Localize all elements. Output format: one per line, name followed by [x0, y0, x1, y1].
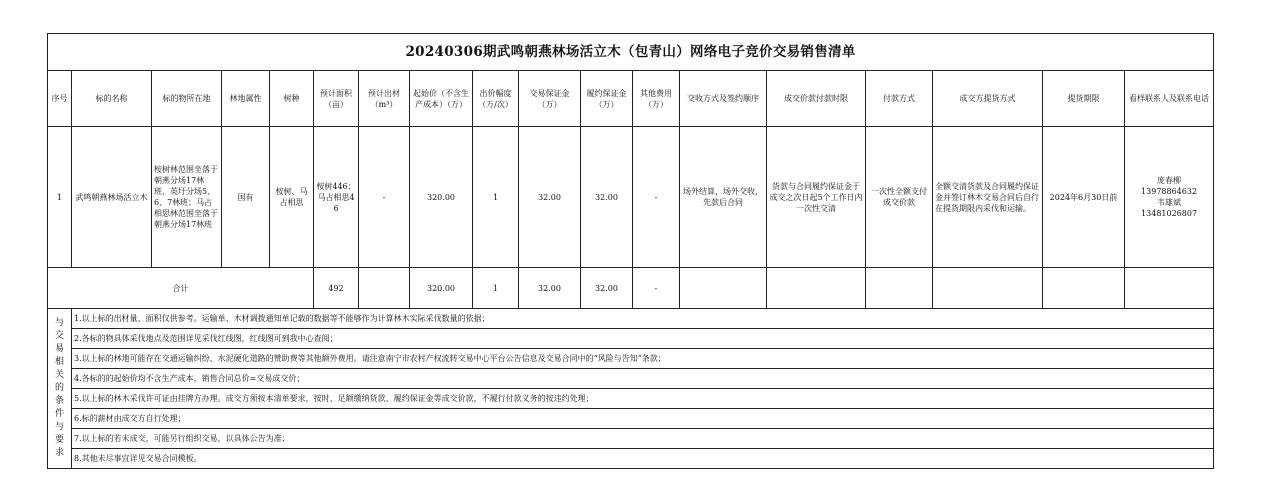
total-area: 492	[314, 268, 359, 309]
header-cell-land-type: 林地属性	[222, 71, 270, 127]
row-pickup-method: 全额交清货款及合同履约保证金并签订林木交易合同后自行在提货期限内采伐和运输。	[933, 127, 1043, 268]
header-cell-pickup-deadline: 提货期限	[1043, 71, 1125, 127]
row-performance-deposit: 32.00	[581, 127, 633, 268]
row-other-fees: -	[633, 127, 680, 268]
header-cell-payment-deadline: 成交价款付款时限	[767, 71, 866, 127]
header-cell-area: 预计面积（亩）	[314, 71, 359, 127]
notes-label-char: 与	[54, 422, 64, 432]
row-volume: -	[359, 127, 410, 268]
note-text: 8.其他未尽事宜详见交易合同模板。	[72, 449, 1214, 469]
header-cell-deposit: 交易保证金（万）	[519, 71, 581, 127]
header-cell-location: 标的物所在地	[152, 71, 222, 127]
contact-name-1: 庞春柳	[1157, 176, 1182, 185]
note-row	[48, 389, 1214, 409]
sales-list-sheet	[47, 33, 1213, 469]
header-row	[48, 71, 1214, 127]
row-location: 桉树林范围坐落于朝燕分场17林班、英圩分场5、6、7林班；马占相思林范围坐落于朝燕分场17林班	[152, 127, 222, 268]
notes-label-char: 易	[54, 344, 64, 354]
notes-label-char: 相	[54, 357, 64, 367]
total-deposit: 32.00	[519, 268, 581, 309]
note-row	[48, 309, 1214, 329]
header-cell-other-fees: 其他费用（万）	[633, 71, 680, 127]
total-increment: 1	[473, 268, 519, 309]
header-cell-species: 树种	[270, 71, 314, 127]
row-area: 桉树446；马占相思46	[314, 127, 359, 268]
contact-name-2: 韦雄斌	[1157, 198, 1182, 207]
sales-list-table	[47, 33, 1214, 469]
header-cell-start-price: 起始价（不含生产成本）（万）	[410, 71, 473, 127]
notes-label-char: 求	[54, 448, 64, 458]
total-performance-deposit: 32.00	[581, 268, 633, 309]
row-increment: 1	[473, 127, 519, 268]
page-title: 20240306期武鸣朝燕林场活立木（包青山）网络电子竞价交易销售清单	[48, 34, 1214, 71]
note-row	[48, 349, 1214, 369]
total-empty-cell	[933, 268, 1043, 309]
note-row	[48, 369, 1214, 389]
note-text: 1.以上标的出材量、面积仅供参考。运输单、木材调拨通知单记载的数据等不能够作为计算林木实际采伐数量的依据；	[72, 309, 1214, 329]
total-empty-cell	[866, 268, 933, 309]
contact-phone-1: 13978864632	[1141, 187, 1198, 196]
note-row	[48, 429, 1214, 449]
row-land-type: 国有	[222, 127, 270, 268]
notes-label-char: 交	[54, 331, 64, 341]
total-row	[48, 268, 1214, 309]
row-pickup-deadline: 2024年6月30日前	[1043, 127, 1125, 268]
notes-label-char: 条	[54, 396, 64, 406]
row-settlement: 场外结算，场外交收，先款后合同	[680, 127, 767, 268]
note-text: 6.标的薪材由成交方自行处理；	[72, 409, 1214, 429]
note-row	[48, 449, 1214, 469]
header-cell-settlement: 交收方式及签约顺序	[680, 71, 767, 127]
notes-label-char: 的	[54, 383, 64, 393]
header-cell-index: 序号	[48, 71, 72, 127]
note-text: 5.以上标的林木采伐许可证由挂牌方办理。成交方须按本清单要求，按时、足额缴纳货款、履约保证金等成交价款，不履行付款义务的按违约处理；	[72, 389, 1214, 409]
table-row	[48, 127, 1214, 268]
total-start-price: 320.00	[410, 268, 473, 309]
total-empty-cell	[767, 268, 866, 309]
note-text: 3.以上标的林地可能存在交通运输纠纷、水泥硬化道路的赞助费等其他额外费用。请注意南宁市农村产权流转交易中心平台公告信息及交易合同中的“风险与告知”条款；	[72, 349, 1214, 369]
total-label: 合计	[48, 268, 314, 309]
row-name: 武鸣朝燕林场活立木	[72, 127, 152, 268]
row-contact	[1125, 127, 1214, 268]
header-cell-performance-deposit: 履约保证金（万）	[581, 71, 633, 127]
header-cell-pickup-method: 成交方提货方式	[933, 71, 1043, 127]
note-text: 7.以上标的若未成交，可能另行组织交易，以具体公告为准；	[72, 429, 1214, 449]
notes-label-char: 要	[54, 435, 64, 445]
total-empty-cell	[680, 268, 767, 309]
row-payment-deadline: 货款与合同履约保证金于成交之次日起5个工作日内一次性交清	[767, 127, 866, 268]
notes-side-label	[48, 309, 72, 469]
note-text: 2.各标的物具体采伐地点及范围详见采伐红线图，红线图可到我中心查阅；	[72, 329, 1214, 349]
row-deposit: 32.00	[519, 127, 581, 268]
row-payment-method: 一次性全额支付成交价款	[866, 127, 933, 268]
note-row	[48, 409, 1214, 429]
total-empty-cell	[1043, 268, 1125, 309]
row-start-price: 320.00	[410, 127, 473, 268]
total-volume	[359, 268, 410, 309]
header-cell-increment: 出价幅度（万/次）	[473, 71, 519, 127]
header-cell-volume: 预计出材（m³）	[359, 71, 410, 127]
contact-phone-2: 13481026807	[1141, 209, 1198, 218]
note-text: 4.各标的的起始价均不含生产成本，销售合同总价=交易成交价；	[72, 369, 1214, 389]
notes-label-char: 与	[54, 318, 64, 328]
header-cell-contact: 看样联系人及联系电话	[1125, 71, 1214, 127]
header-cell-name: 标的名称	[72, 71, 152, 127]
note-row	[48, 329, 1214, 349]
header-cell-payment-method: 付款方式	[866, 71, 933, 127]
total-other-fees: -	[633, 268, 680, 309]
row-species: 桉树、马占相思	[270, 127, 314, 268]
row-index: 1	[48, 127, 72, 268]
notes-label-char: 件	[54, 409, 64, 419]
total-empty-cell	[1125, 268, 1214, 309]
notes-label-char: 关	[54, 370, 64, 380]
